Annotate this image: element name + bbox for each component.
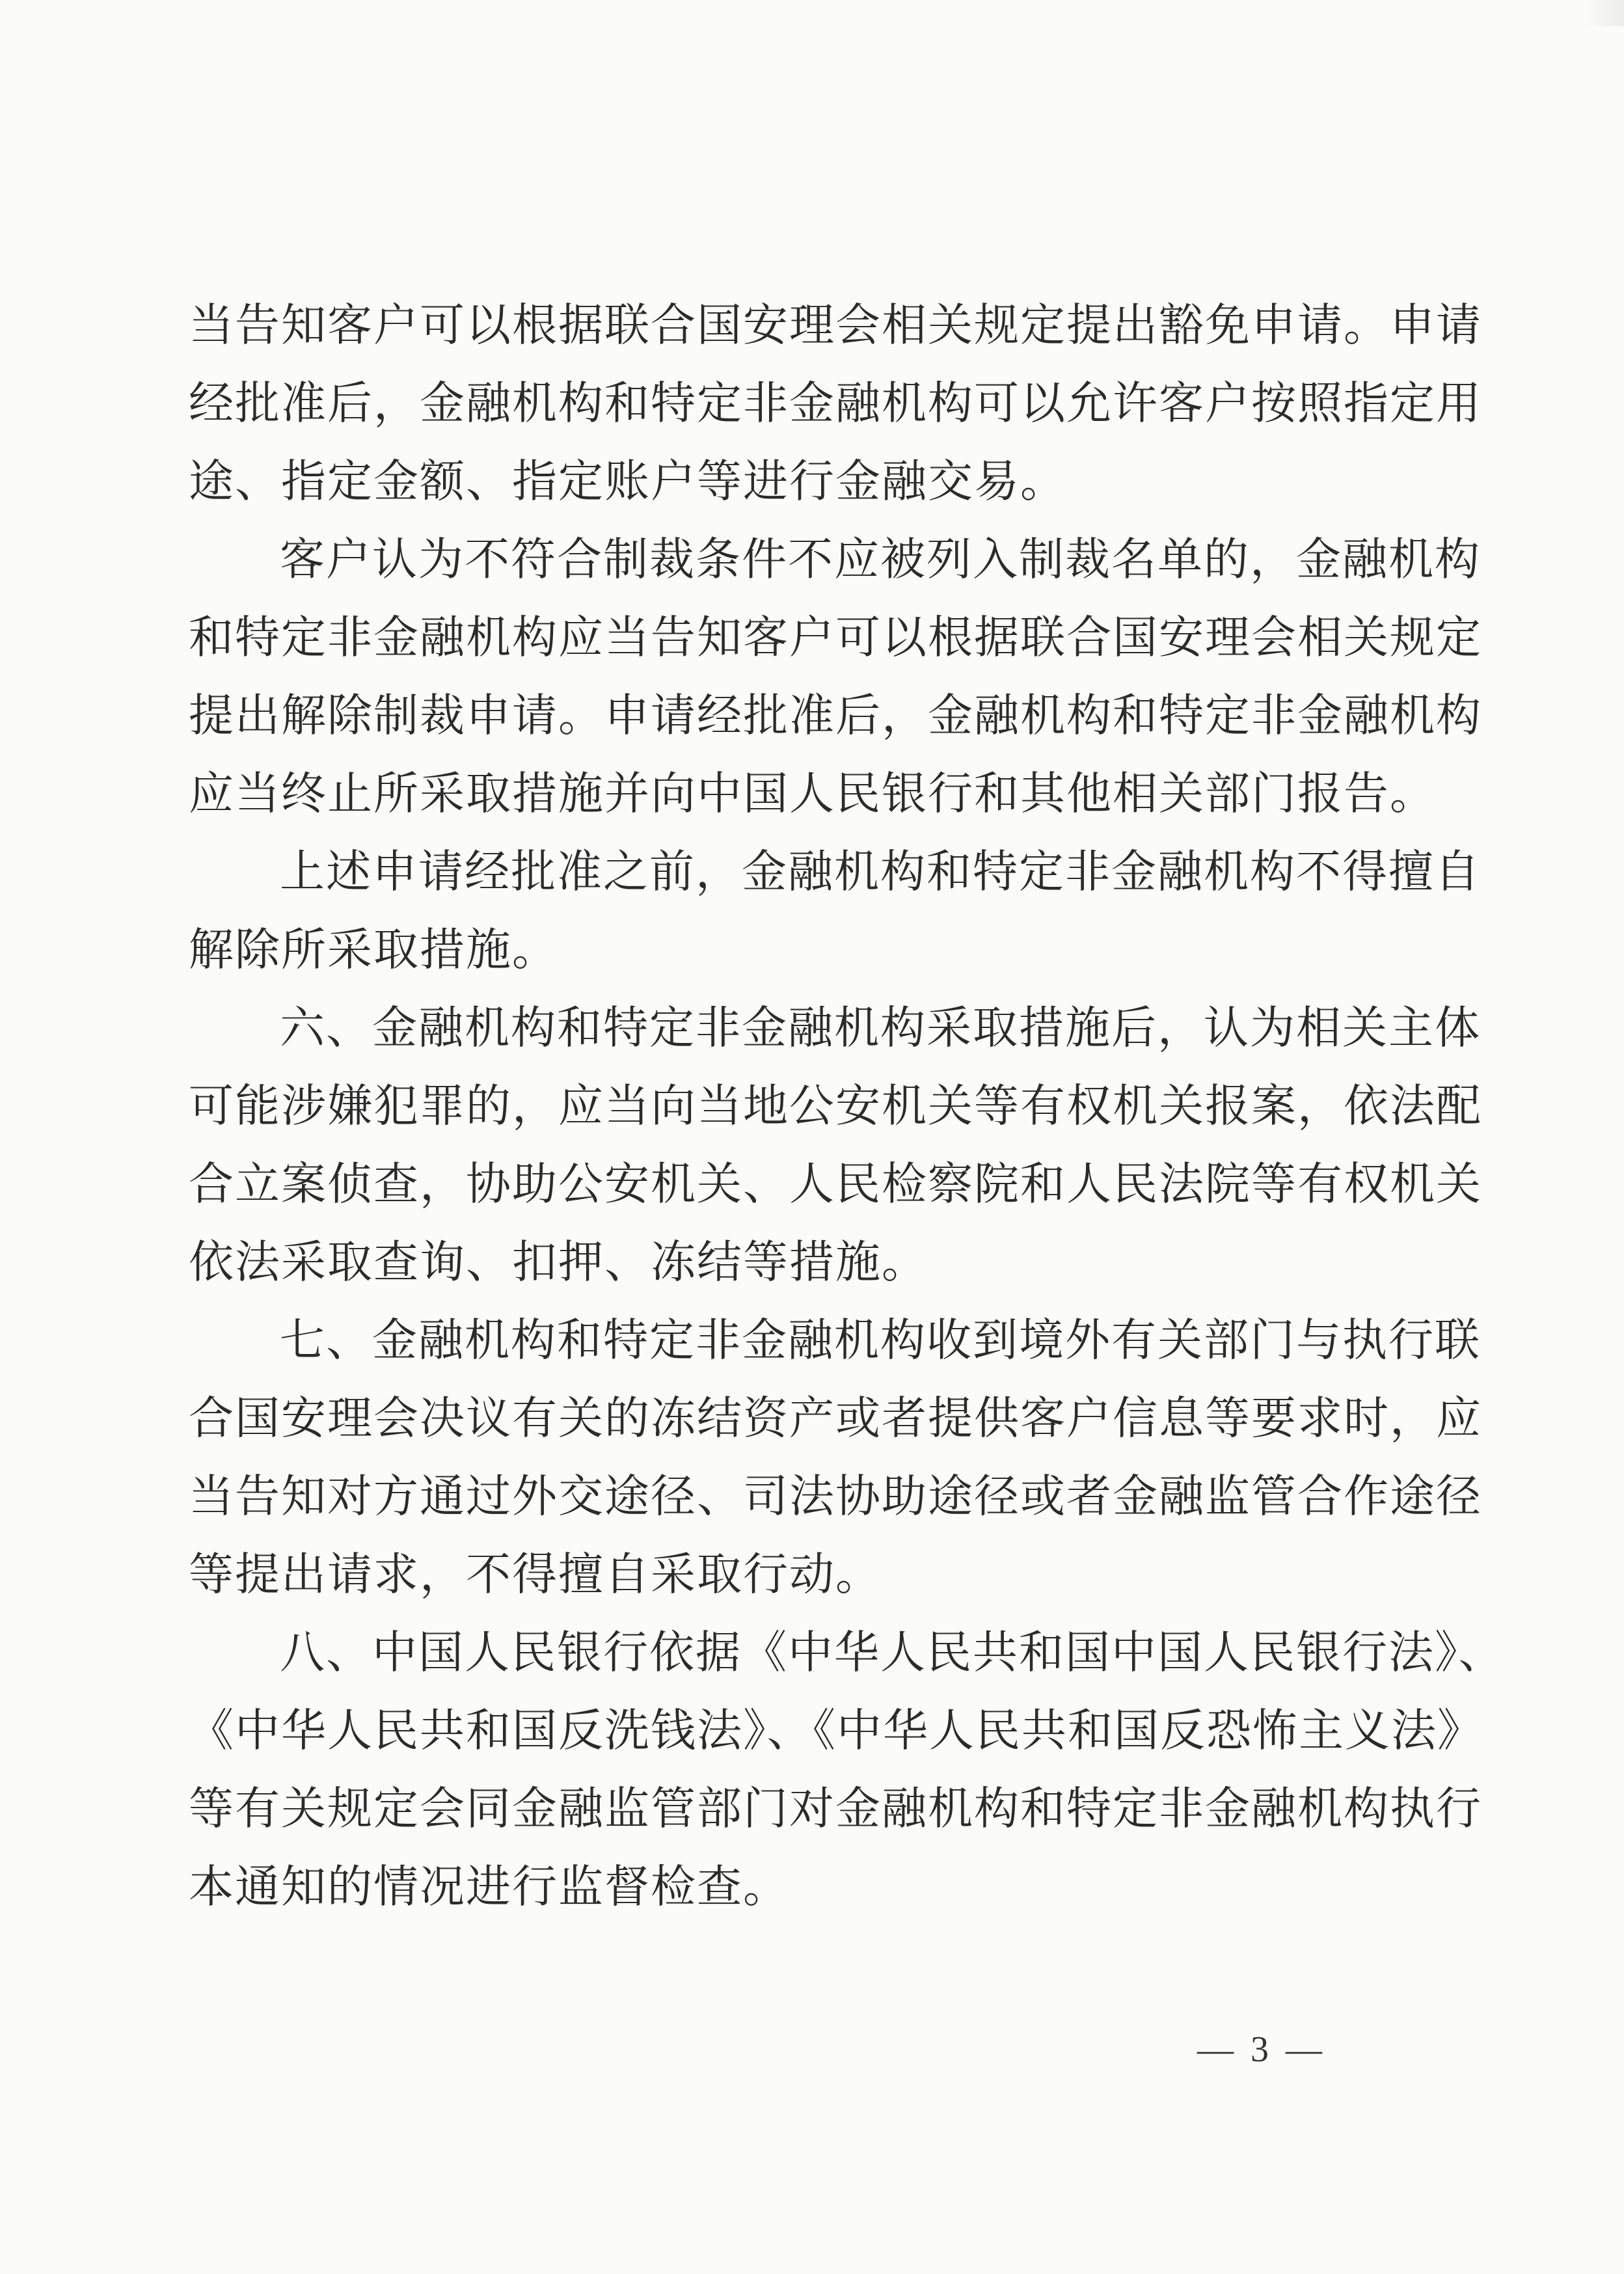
text-line: 提出解除制裁申请。申请经批准后，金融机构和特定非金融机构 <box>189 690 1482 742</box>
text-line: 当告知客户可以根据联合国安理会相关规定提出豁免申请。申请 <box>189 299 1482 351</box>
text-line: 等提出请求，不得擅自采取行动。 <box>189 1549 882 1601</box>
text-line: 解除所采取措施。 <box>189 924 558 976</box>
scan-edge-shadow <box>1585 0 1624 26</box>
paragraph-waiver-application <box>189 286 1482 521</box>
paragraph-before-approval <box>189 833 1481 989</box>
text-line: 合立案侦查，协助公安机关、人民检察院和人民法院等有权机关 <box>189 1158 1482 1210</box>
text-line: 应当终止所采取措施并向中国人民银行和其他相关部门报告。 <box>189 768 1436 820</box>
text-line: 本通知的情况进行监督检查。 <box>189 1861 789 1913</box>
text-line: 《中华人民共和国反洗钱法》、《中华人民共和国反恐怖主义法》 <box>189 1705 1483 1757</box>
text-line: 七、金融机构和特定非金融机构收到境外有关部门与执行联 <box>280 1314 1481 1366</box>
text-line: 和特定非金融机构应当告知客户可以根据联合国安理会相关规定 <box>189 612 1482 664</box>
text-line: 依法采取查询、扣押、冻结等措施。 <box>189 1236 928 1288</box>
paragraph-delisting-application <box>189 521 1482 833</box>
text-line: 客户认为不符合制裁条件不应被列入制裁名单的，金融机构 <box>280 534 1481 586</box>
text-line: 当告知对方通过外交途径、司法协助途径或者金融监管合作途径 <box>189 1470 1482 1523</box>
text-line: 等有关规定会同金融监管部门对金融机构和特定非金融机构执行 <box>189 1783 1482 1835</box>
text-line: 途、指定金额、指定账户等进行金融交易。 <box>189 455 1066 508</box>
text-line: 合国安理会决议有关的冻结资产或者提供客户信息等要求时，应 <box>189 1392 1482 1444</box>
page-number: — 3 — <box>1197 2029 1326 2070</box>
text-line: 八、中国人民银行依据《中华人民共和国中国人民银行法》、 <box>280 1627 1505 1679</box>
text-line: 上述申请经批准之前，金融机构和特定非金融机构不得擅自 <box>280 846 1481 898</box>
document-body <box>189 286 1505 1926</box>
paragraph-section-six <box>189 989 1482 1301</box>
text-line: 可能涉嫌犯罪的，应当向当地公安机关等有权机关报案，依法配 <box>189 1080 1482 1132</box>
text-line: 经批准后，金融机构和特定非金融机构可以允许客户按照指定用 <box>189 377 1482 429</box>
text-line: 六、金融机构和特定非金融机构采取措施后，认为相关主体 <box>280 1002 1481 1054</box>
paragraph-section-seven <box>189 1301 1482 1614</box>
paragraph-section-eight <box>189 1614 1505 1926</box>
